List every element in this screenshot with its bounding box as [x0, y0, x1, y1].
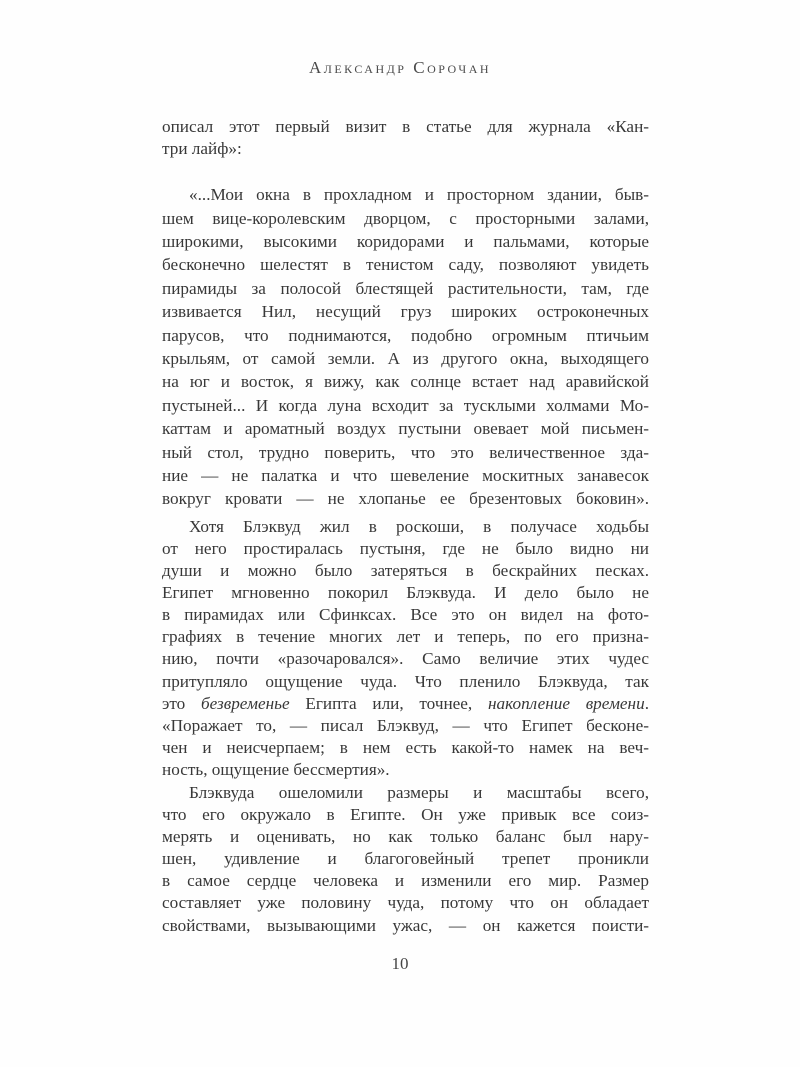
paragraph-blackwood-scale — [162, 782, 649, 937]
text-line: крыльям, от самой земли. А из другого окна, выходящего — [162, 349, 649, 369]
text-line: графиях в течение многих лет и теперь, по его призна- — [162, 627, 649, 647]
paragraphs-container — [162, 116, 649, 937]
text-line: шен, удивление и благоговейный трепет проникли — [162, 849, 649, 869]
text-line: ние — не палатка и что шевеление москитных занавесок — [162, 466, 649, 486]
text-line: широкими, высокими коридорами и пальмами, которые — [162, 232, 649, 251]
text-line: три лайф»: — [162, 139, 242, 159]
running-header: Александр Сорочан — [308, 58, 492, 77]
page-number: 10 — [391, 954, 409, 973]
text-block — [162, 116, 649, 937]
text-line: «...Мои окна в прохладном и просторном здании, быв- — [189, 185, 649, 205]
paragraph-blackwood-desert — [162, 516, 649, 781]
text-line: «Поражает то, — писал Блэквуд, — что Египет бесконе- — [162, 715, 649, 735]
text-line: Египет мгновенно покорил Блэквуда. И дело было не — [162, 583, 649, 603]
text-line: Хотя Блэквуд жил в роскоши, в получасе ходьбы — [189, 516, 649, 536]
text-line: нию, почти «разочаровался». Само величие этих чудес — [162, 649, 649, 669]
text-line: парусов, что поднимаются, подобно огромным птичьим — [162, 325, 649, 345]
text-line: шем вице-королевским дворцом, с просторными залами, — [162, 208, 649, 228]
text-line: ный стол, трудно поверить, что это величественное зда- — [162, 442, 649, 462]
text-line: души и можно было затеряться в бескрайних песках. — [162, 561, 649, 581]
text-line: вокруг кровати — не хлопанье ее брезентовых боковин». — [162, 489, 649, 509]
paragraph-quote-country-life — [162, 183, 649, 511]
text-line: описал этот первый визит в статье для журнала «Кан- — [162, 117, 649, 136]
text-line: ность, ощущение бессмертия». — [162, 759, 390, 779]
text-line: свойствами, вызывающими ужас, — он кажется поисти- — [162, 915, 649, 935]
text-line: что его окружало в Египте. Он уже привык все соиз- — [162, 805, 649, 825]
text-line: мерять и оценивать, но как только баланс был нару- — [162, 827, 649, 847]
text-line: чен и неисчерпаем; в нем есть какой-то намек на веч- — [162, 737, 649, 757]
text-line: извивается Нил, несущий груз широких остроконечных — [162, 302, 649, 322]
text-line: пирамиды за полосой блестящей растительности, там, где — [162, 278, 649, 298]
text-line: это безвременье Египта или, точнее, накопление времени. — [162, 693, 649, 713]
text-line: бесконечно шелестят в тенистом саду, позволяют увидеть — [162, 255, 649, 275]
text-line: каттам и ароматный воздух пустыни овевает мой письмен- — [162, 419, 649, 439]
text-line: в самое сердце человека и изменили его мир. Размер — [162, 871, 649, 891]
text-line: Блэквуда ошеломили размеры и масштабы всего, — [189, 783, 649, 802]
text-line: пустыней... И когда луна всходит за тусклыми холмами Мо- — [162, 395, 649, 415]
text-line: от него простиралась пустыня, где не было видно ни — [162, 538, 649, 558]
text-line: в пирамидах или Сфинксах. Все это он видел на фото- — [162, 605, 649, 625]
text-line: составляет уже половину чуда, потому что он обладает — [162, 893, 649, 913]
text-line: притупляло ощущение чуда. Что пленило Блэквуда, так — [162, 671, 649, 691]
paragraph-intro — [162, 116, 649, 160]
text-line: на юг и восток, я вижу, как солнце встает над аравийской — [162, 372, 649, 392]
